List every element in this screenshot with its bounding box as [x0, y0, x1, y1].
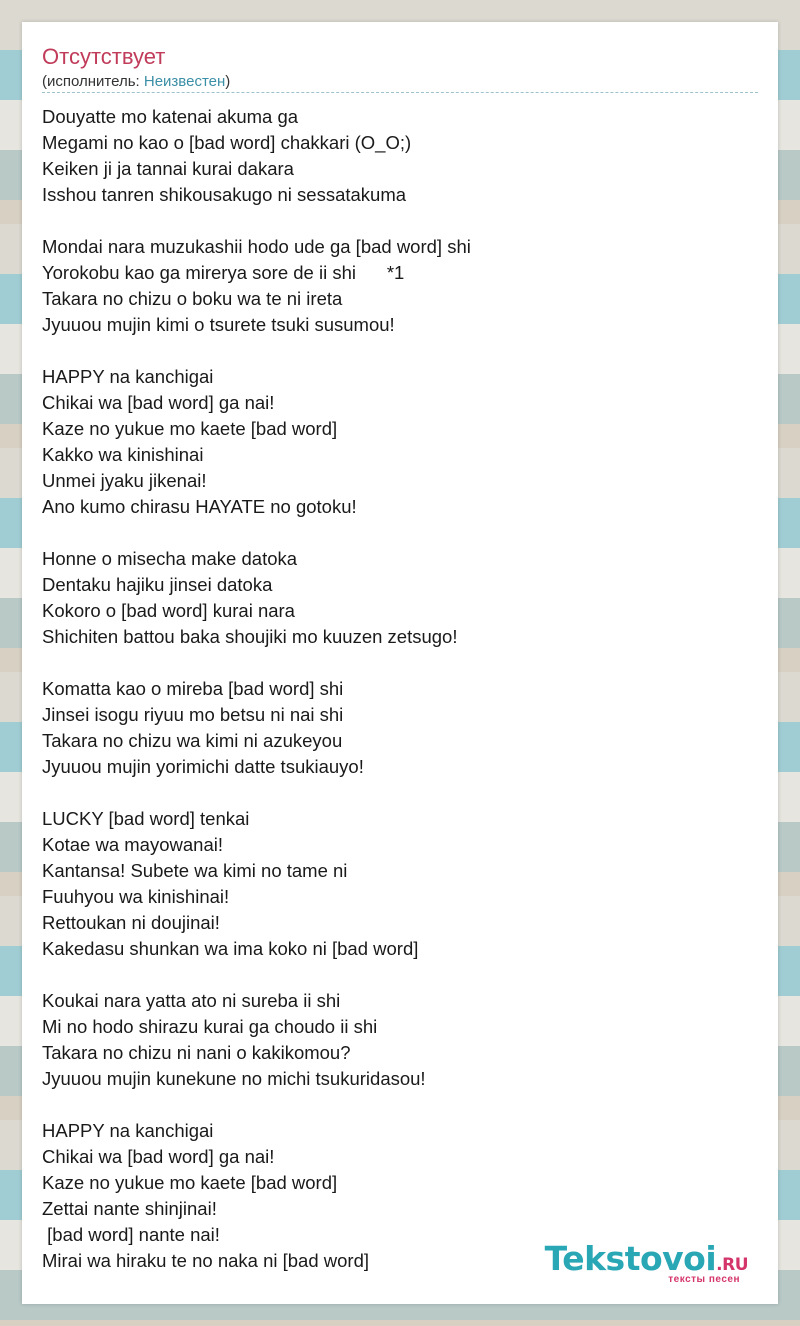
site-logo[interactable]	[544, 1239, 748, 1285]
logo-domain: .RU	[716, 1255, 748, 1275]
lyric-line: Kakedasu shunkan wa ima koko ni [bad word]	[42, 938, 419, 959]
lyric-line: Unmei jyaku jikenai!	[42, 470, 207, 491]
lyric-line: Isshou tanren shikousakugo ni sessatakuma	[42, 184, 407, 205]
title-divider	[42, 92, 758, 93]
artist-prefix: (исполнитель:	[42, 73, 144, 90]
stanza-gap	[42, 1092, 758, 1118]
stanza-gap	[42, 650, 758, 676]
lyric-line: Fuuhyou wa kinishinai!	[42, 886, 230, 907]
artist-suffix: )	[225, 73, 231, 90]
lyric-line: Kokoro o [bad word] kurai nara	[42, 600, 295, 621]
stanza-gap	[42, 962, 758, 988]
lyric-line: Chikai wa [bad word] ga nai!	[42, 392, 275, 413]
stanza-gap	[42, 520, 758, 546]
lyric-line: Kakko wa kinishinai	[42, 444, 204, 465]
lyric-line: Kantansa! Subete wa kimi no tame ni	[42, 860, 348, 881]
lyric-line: Jyuuou mujin yorimichi datte tsukiauyo!	[42, 756, 364, 777]
lyric-line: Koukai nara yatta ato ni sureba ii shi	[42, 990, 341, 1011]
artist-link[interactable]: Неизвестен	[143, 73, 226, 90]
lyric-line: Kaze no yukue mo kaete [bad word]	[42, 418, 338, 439]
lyric-line: Keiken ji ja tannai kurai dakara	[42, 158, 294, 179]
lyric-line: HAPPY na kanchigai	[42, 366, 214, 387]
lyric-line: Douyatte mo katenai akuma ga	[42, 106, 299, 127]
lyric-line: HAPPY na kanchigai	[42, 1120, 214, 1141]
lyric-line: Shichiten battou baka shoujiki mo kuuzen zetsugo!	[42, 626, 458, 647]
lyric-line: Rettoukan ni doujinai!	[42, 912, 220, 933]
lyric-line: [bad word] nante nai!	[42, 1224, 220, 1245]
logo-name: Tekstovoi	[544, 1239, 717, 1278]
lyric-line: Chikai wa [bad word] ga nai!	[42, 1146, 275, 1167]
stanza-gap	[42, 780, 758, 806]
lyrics-body	[42, 104, 758, 1274]
lyric-line: Jyuuou mujin kunekune no michi tsukuridasou!	[42, 1068, 426, 1089]
lyric-line: Takara no chizu wa kimi ni azukeyou	[42, 730, 343, 751]
lyric-line: Takara no chizu o boku wa te ni ireta	[42, 288, 343, 309]
song-title: Отсутствует	[42, 44, 166, 69]
stanza-gap	[42, 208, 758, 234]
lyric-line: Takara no chizu ni nani o kakikomou?	[42, 1042, 351, 1063]
lyric-line: Ano kumo chirasu HAYATE no gotoku!	[42, 496, 357, 517]
lyric-line: Jinsei isogu riyuu mo betsu ni nai shi	[42, 704, 344, 725]
lyric-line: Megami no kao o [bad word] chakkari (O_O;)	[42, 132, 412, 153]
lyric-line: Zettai nante shinjinai!	[42, 1198, 217, 1219]
lyric-line: Kaze no yukue mo kaete [bad word]	[42, 1172, 338, 1193]
lyrics-card	[22, 22, 778, 1304]
lyric-line: Yorokobu kao ga mirerya sore de ii shi *1	[42, 262, 405, 283]
lyric-line: Mi no hodo shirazu kurai ga choudo ii shi	[42, 1016, 378, 1037]
lyric-line: LUCKY [bad word] tenkai	[42, 808, 250, 829]
stanza-gap	[42, 338, 758, 364]
logo-tagline: тексты песен	[668, 1274, 740, 1285]
lyric-line: Honne o misecha make datoka	[42, 548, 298, 569]
lyric-line: Dentaku hajiku jinsei datoka	[42, 574, 273, 595]
lyric-line: Komatta kao o mireba [bad word] shi	[42, 678, 344, 699]
lyric-line: Mondai nara muzukashii hodo ude ga [bad word] shi	[42, 236, 471, 257]
lyric-line: Jyuuou mujin kimi o tsurete tsuki susumou!	[42, 314, 395, 335]
artist-line	[42, 73, 230, 91]
lyric-line: Kotae wa mayowanai!	[42, 834, 223, 855]
lyric-line: Mirai wa hiraku te no naka ni [bad word]	[42, 1250, 370, 1271]
